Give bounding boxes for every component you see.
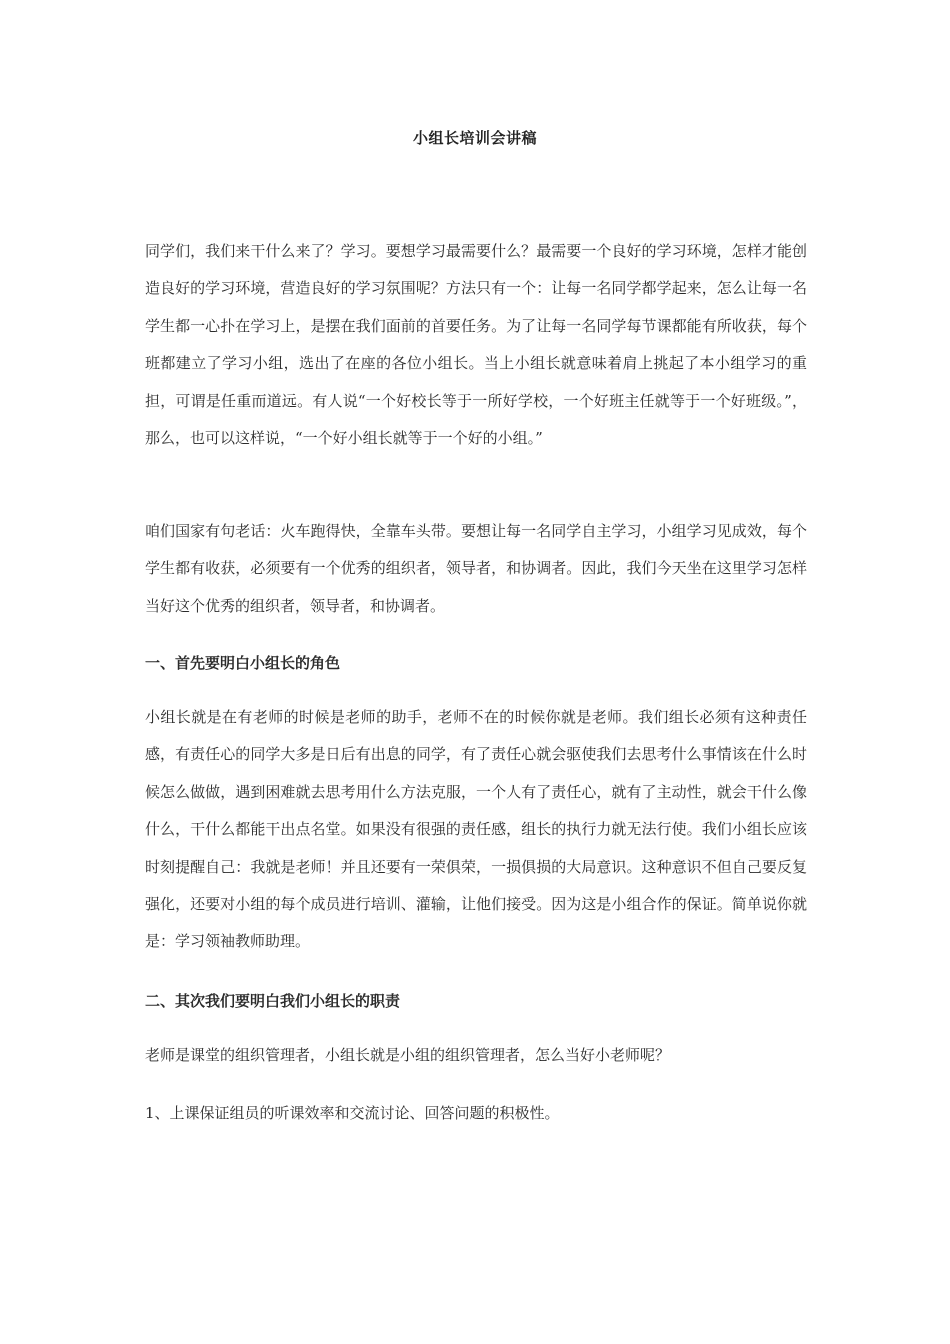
section-heading-duties: 二、其次我们要明白我们小组长的职责 (145, 992, 401, 1010)
paragraph-duties-intro: 老师是课堂的组织管理者，小组长就是小组的组织管理者，怎么当好小老师呢？ (145, 1046, 671, 1064)
paragraph-duty-1: 1、上课保证组员的听课效率和交流讨论、回答问题的积极性。 (145, 1104, 560, 1122)
section-heading-role: 一、首先要明白小组长的角色 (145, 654, 341, 672)
document-title: 小组长培训会讲稿 (412, 129, 537, 147)
paragraph-role: 小组长就是在有老师的时候是老师的助手，老师不在的时候你就是老师。我们组长必须有这种责任感，有责任心的同学大多是日后有出息的同学，有了责任心就会驱使我们去思考什么事情该在什么时候怎么做做，遇到困难就去思考用什么方法克服，一个人有了责任心，就有了主动性，就会干什么像什么，干什么都能干出点名堂。如果没有很强的责任感，组长的执行力就无法行使。我们小组长应该时刻提醒自己：我就是老师！并且还要有一荣俱荣，一损俱损的大局意识。这种意识不但自己要反复强化，还要对小组的每个成员进行培训、灌输，让他们接受。因为这是小组合作的保证。简单说你就是：学习领袖教师助理。 (145, 708, 807, 951)
paragraph-intro: 同学们，我们来干什么来了？学习。要想学习最需要什么？最需要一个良好的学习环境，怎样才能创造良好的学习环境，营造良好的学习氛围呢？方法只有一个：让每一名同学都学起来，怎么让每一名学生都一心扑在学习上，是摆在我们面前的首要任务。为了让每一名同学每节课都能有所收获，每个班都建立了学习小组，选出了在座的各位小组长。当上小组长就意味着肩上挑起了本小组学习的重担，可谓是任重而道远。有人说“一个好校长等于一所好学校，一个好班主任就等于一个好班级。”，那么，也可以这样说，“一个好小组长就等于一个好的小组。” (145, 242, 807, 448)
paragraph-proverb: 咱们国家有句老话：火车跑得快，全靠车头带。要想让每一名同学自主学习，小组学习见成效，每个学生都有收获，必须要有一个优秀的组织者，领导者，和协调者。因此，我们今天坐在这里学习怎样当好这个优秀的组织者，领导者，和协调者。 (145, 522, 807, 615)
